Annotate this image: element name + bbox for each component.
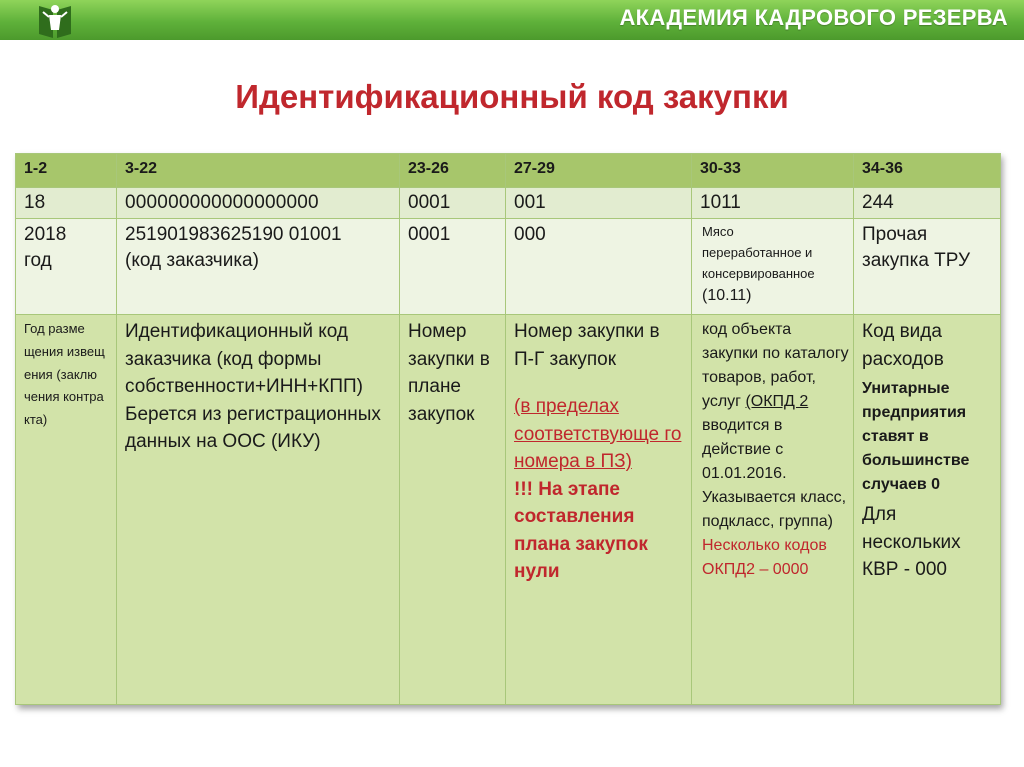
table-cell: 244 xyxy=(854,188,1001,219)
plan-number-description: Номер закупки в плане закупок xyxy=(408,321,490,425)
table-cell: 000 xyxy=(506,219,692,315)
okpd-description-cont: вводится в действие с 01.01.2016. Указывается класс, подкласс, группа) xyxy=(702,417,847,530)
table-cell: 001 xyxy=(506,188,692,219)
table-cell: 18 xyxy=(16,188,117,219)
table-cell: 0001 xyxy=(400,188,506,219)
table-cell xyxy=(117,219,400,315)
customer-id-description: Идентификационный код заказчика (код формы собственности+ИНН+КПП) Берется из регистрационных данных на ООС (ИКУ) xyxy=(125,321,381,453)
brand-name: АКАДЕМИЯ КАДРОВОГО РЕЗЕРВА xyxy=(619,5,1008,30)
table-cell xyxy=(16,219,117,315)
schedule-number-limit-note: (в пределах соответствующе го номера в ПЗ) xyxy=(514,396,682,473)
page-title: Идентификационный код закупки xyxy=(235,78,789,115)
customer-code: 251901983625190 01001 xyxy=(125,224,342,245)
okpd-description: код объекта закупки по каталогу товаров, работ, услуг xyxy=(702,321,849,410)
table-cell: 0001 xyxy=(400,219,506,315)
okpd-line: Мясо xyxy=(702,224,734,239)
table-row xyxy=(16,219,1001,315)
purchase-code-table xyxy=(15,153,1000,705)
header-cell: 30-33 xyxy=(692,154,854,188)
okpd-line: консервированное xyxy=(702,265,815,281)
customer-code-note: (код заказчика) xyxy=(125,249,259,271)
year-description: Год разме щения извещ ения (заклю чения контра кта) xyxy=(24,321,105,427)
year-value: 2018 xyxy=(24,224,67,245)
schedule-number-description: Номер закупки в П-Г закупок xyxy=(514,321,660,370)
table-cell: Прочая закупка ТРУ xyxy=(854,219,1001,315)
header-cell: 23-26 xyxy=(400,154,506,188)
year-label: год xyxy=(24,249,52,271)
header-cell: 27-29 xyxy=(506,154,692,188)
okpd-description-underlined: (ОКПД 2 xyxy=(745,393,809,410)
table-row xyxy=(16,188,1001,219)
header-cell: 1-2 xyxy=(16,154,117,188)
top-banner xyxy=(0,0,1024,40)
unitary-note: Унитарные предприятия ставят в большинстве случаев 0 xyxy=(862,380,970,494)
table-cell xyxy=(692,315,854,705)
table-row xyxy=(16,315,1001,705)
table-cell xyxy=(506,315,692,705)
table-cell xyxy=(16,315,117,705)
academy-logo-icon xyxy=(34,0,76,40)
table-cell: 000000000000000000 xyxy=(117,188,400,219)
header-cell: 3-22 xyxy=(117,154,400,188)
table-cell xyxy=(117,315,400,705)
table-cell xyxy=(692,219,854,315)
okpd-multiple-note: Несколько кодов ОКПД2 – 0000 xyxy=(702,537,827,578)
header-cell: 34-36 xyxy=(854,154,1001,188)
table-header-row xyxy=(16,154,1001,188)
multiple-kvr-note: Для нескольких КВР - 000 xyxy=(862,504,961,581)
okpd-code: (10.11) xyxy=(702,287,752,305)
table-cell: 1011 xyxy=(692,188,854,219)
table-cell xyxy=(400,315,506,705)
schedule-number-warning: !!! На этапе составления плана закупок нули xyxy=(514,478,648,583)
okpd-line: переработанное и xyxy=(702,244,813,260)
expense-type-description: Код вида расходов xyxy=(862,321,944,370)
table-cell xyxy=(854,315,1001,705)
